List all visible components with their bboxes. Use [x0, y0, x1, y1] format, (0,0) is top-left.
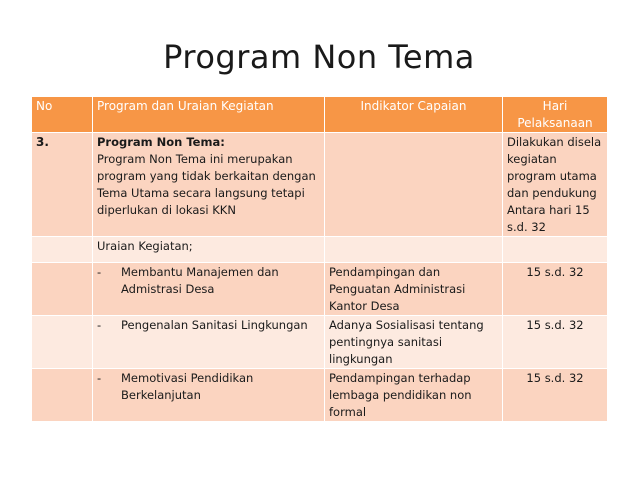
- table-row: [32, 133, 608, 237]
- program-cell: [93, 263, 325, 316]
- row-number: 3.: [32, 133, 93, 237]
- program-cell: [93, 133, 325, 237]
- header-indikator: Indikator Capaian: [325, 97, 503, 133]
- activity-text: Memotivasi Pendidikan Berkelanjutan: [121, 371, 254, 402]
- program-title: Program Non Tema:: [97, 135, 225, 149]
- program-cell: Uraian Kegiatan;: [93, 237, 325, 263]
- header-program: Program dan Uraian Kegiatan: [93, 97, 325, 133]
- header-no: No: [32, 97, 93, 133]
- row-number: [32, 237, 93, 263]
- bullet-dash: -: [97, 371, 102, 385]
- row-number: [32, 263, 93, 316]
- activity-text: Pengenalan Sanitasi Lingkungan: [121, 318, 308, 332]
- table-row: [32, 369, 608, 422]
- bullet-dash: -: [97, 265, 102, 279]
- hari-cell: 15 s.d. 32: [503, 263, 608, 316]
- table-row: [32, 316, 608, 369]
- indikator-cell: Pendampingan terhadap lembaga pendidikan non formal: [325, 369, 503, 422]
- table-row: [32, 263, 608, 316]
- program-description: Program Non Tema ini merupakan program yang tidak berkaitan dengan Tema Utama secara langsung tetapi diperlukan di lokasi KKN: [97, 152, 316, 217]
- hari-cell: 15 s.d. 32: [503, 316, 608, 369]
- table-header-row: [32, 97, 608, 133]
- hari-cell: 15 s.d. 32: [503, 369, 608, 422]
- program-table: [31, 96, 608, 422]
- bullet-dash: -: [97, 318, 102, 332]
- indikator-cell: [325, 237, 503, 263]
- row-number: [32, 316, 93, 369]
- indikator-cell: Adanya Sosialisasi tentang pentingnya sanitasi lingkungan: [325, 316, 503, 369]
- header-hari: Hari Pelaksanaan: [503, 97, 608, 133]
- program-cell: [93, 316, 325, 369]
- activity-text: Membantu Manajemen dan Admistrasi Desa: [121, 265, 279, 296]
- indikator-cell: [325, 133, 503, 237]
- table-row: [32, 237, 608, 263]
- program-cell: [93, 369, 325, 422]
- hari-cell: [503, 237, 608, 263]
- hari-cell: Dilakukan disela kegiatan program utama dan pendukung Antara hari 15 s.d. 32: [503, 133, 608, 237]
- indikator-cell: Pendampingan dan Penguatan Administrasi Kantor Desa: [325, 263, 503, 316]
- page-title: Program Non Tema: [163, 38, 475, 76]
- row-number: [32, 369, 93, 422]
